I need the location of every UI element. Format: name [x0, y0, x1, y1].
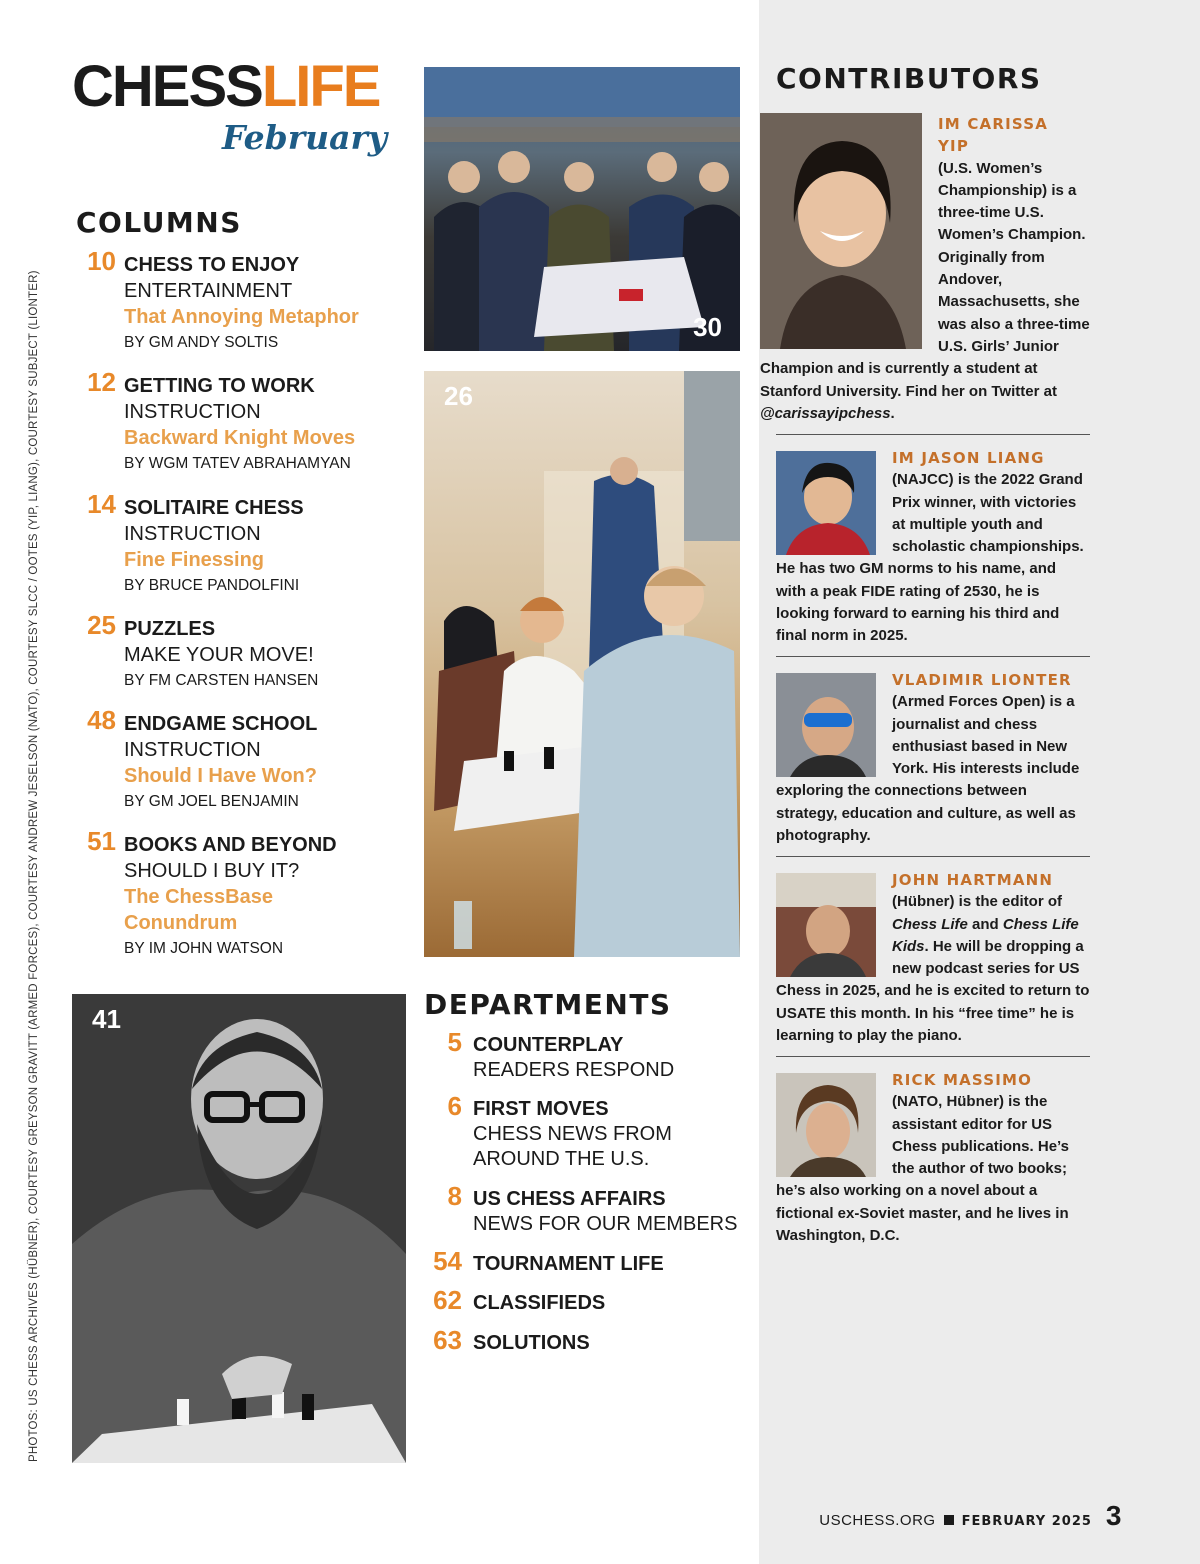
column-byline: BY IM JOHN WATSON — [124, 940, 284, 957]
page-number: 62 — [433, 1285, 462, 1315]
page-number: 30 — [693, 312, 722, 342]
divider — [776, 434, 1090, 435]
departments-heading: DEPARTMENTS — [424, 988, 672, 1021]
contributor-name: RICK MASSIMO — [892, 1071, 1033, 1089]
contributor-photo — [760, 113, 922, 349]
column-headline: Should I Have Won? — [124, 765, 317, 787]
photo-reception — [424, 67, 740, 351]
square-bullet-icon — [944, 1515, 954, 1525]
cadets-illustration — [424, 371, 740, 957]
contributor-photo — [776, 673, 876, 777]
issue-month: February — [222, 118, 388, 157]
column-title: SOLITAIRE CHESS — [124, 497, 304, 519]
department-subtitle: AROUND THE U.S. — [473, 1148, 650, 1170]
contributor-bio: . He will be dropping a new podcast series for US Chess in 2025, and he is excited to return to USATE this month. In his “free time” he is learning to play the piano. — [776, 937, 1090, 1045]
publication-title: Chess Life Kids — [892, 915, 1079, 955]
footer-site[interactable]: USCHESS.ORG — [819, 1512, 936, 1529]
column-headline: Backward Knight Moves — [124, 427, 356, 449]
page-number: 54 — [433, 1246, 462, 1276]
column-byline: BY GM JOEL BENJAMIN — [124, 793, 299, 810]
contributor-photo — [776, 451, 876, 555]
column-byline: BY WGM TATEV ABRAHAMYAN — [124, 455, 351, 472]
department-title: COUNTERPLAY — [473, 1034, 624, 1056]
column-title: ENDGAME SCHOOL — [124, 713, 318, 735]
contributor-bio: (Hübner) is the editor of — [892, 893, 1062, 911]
contributor-bio: (Armed Forces Open) is a journalist and chess enthusiast based in New York. His interests include exploring the connections between strategy, education and culture, as well as photography. — [776, 693, 1080, 845]
page-number: 3 — [1105, 1500, 1122, 1531]
column-headline: That Annoying Metaphor — [124, 306, 359, 328]
contributor-bio: (U.S. Women’s Championship) is a three-time U.S. Women’s Champion. Originally from Andover, Massachusetts, she was also a three-time U.S. Girls’ Junior Champion and is currently a student at Stanford University. Find her on Twitter at — [760, 159, 1090, 400]
department-title: SOLUTIONS — [473, 1332, 590, 1354]
page-number: 51 — [87, 826, 116, 856]
page-number: 26 — [444, 381, 473, 411]
twitter-handle[interactable]: @carissayipchess — [760, 404, 891, 422]
photo-cadets — [424, 371, 740, 957]
columns-heading: COLUMNS — [76, 206, 242, 239]
column-category: INSTRUCTION — [124, 523, 261, 545]
contributor-photo — [776, 873, 876, 977]
column-category: MAKE YOUR MOVE! — [124, 644, 314, 666]
column-byline: BY BRUCE PANDOLFINI — [124, 577, 300, 594]
divider — [776, 656, 1090, 657]
contributor-entry — [776, 1069, 1090, 1247]
contributor-entry — [776, 669, 1090, 847]
column-title: CHESS TO ENJOY — [124, 254, 300, 276]
column-headline: The ChessBase — [124, 886, 273, 908]
page-number: 10 — [87, 246, 116, 276]
contributor-bio: and — [967, 915, 1003, 933]
divider — [776, 856, 1090, 857]
contributor-entry — [776, 447, 1090, 648]
photo-chess-player — [72, 994, 406, 1463]
publication-title: Chess Life — [892, 915, 968, 933]
contributor-entry — [776, 869, 1090, 1047]
footer-date: FEBRUARY 2025 — [961, 1514, 1092, 1529]
column-category: INSTRUCTION — [124, 739, 261, 761]
page-number: 41 — [92, 1004, 121, 1034]
department-subtitle: READERS RESPOND — [473, 1059, 675, 1081]
divider — [776, 1056, 1090, 1057]
column-title: GETTING TO WORK — [124, 375, 315, 397]
column-byline: BY FM CARSTEN HANSEN — [124, 672, 319, 689]
department-subtitle: CHESS NEWS FROM — [473, 1123, 672, 1145]
contributor-photo — [776, 1073, 876, 1177]
contributor-name: IM JASON LIANG — [892, 449, 1045, 467]
photo-credits: PHOTOS: US CHESS ARCHIVES (HÜBNER), COURTESY GREYSON GRAVITT (ARMED FORCES), COURTESY ANDREW JESELSON (NATO), COURTESY SLCC / OOTES (YIP, LIANG), COURTESY SUBJECT (LIONTER) — [28, 270, 40, 1462]
page-number: 25 — [87, 610, 116, 640]
page-number: 14 — [87, 489, 116, 519]
player-illustration — [72, 994, 406, 1463]
department-subtitle: NEWS FOR OUR MEMBERS — [473, 1213, 738, 1235]
department-title: TOURNAMENT LIFE — [473, 1253, 664, 1275]
contributor-bio: (NAJCC) is the 2022 Grand Prix winner, with victories at multiple youth and scholastic championships. He has two GM norms to his name, and with a peak FIDE rating of 2530, he is looking forward to earning his third and final norm in 2025. — [776, 471, 1084, 645]
logo-life: LIFE — [261, 54, 380, 119]
contributors-heading: CONTRIBUTORS — [776, 62, 1042, 95]
contributor-name: JOHN HARTMANN — [892, 871, 1054, 889]
column-byline: BY GM ANDY SOLTIS — [124, 334, 279, 351]
contributor-bio: (NATO, Hübner) is the assistant editor for US Chess publications. He’s the author of two books; he’s also working on a novel about a fictional ex-Soviet master, and he lives in Washington, D.C. — [776, 1093, 1069, 1245]
chess-life-logo — [72, 54, 380, 119]
department-title: CLASSIFIEDS — [473, 1292, 606, 1314]
page-number: 8 — [447, 1181, 462, 1211]
logo-chess: CHESS — [72, 54, 262, 119]
reception-illustration — [424, 67, 740, 351]
contributor-entry — [760, 113, 1090, 425]
page-number: 6 — [447, 1091, 462, 1121]
page-number: 48 — [87, 705, 116, 735]
column-category: SHOULD I BUY IT? — [124, 860, 300, 882]
page-number: 12 — [87, 367, 116, 397]
column-category: INSTRUCTION — [124, 401, 261, 423]
contributor-name: VLADIMIR LIONTER — [892, 671, 1072, 689]
page-number: 63 — [433, 1325, 462, 1355]
contributor-name: IM CARISSA — [938, 115, 1049, 133]
page-number: 5 — [447, 1027, 462, 1057]
column-headline: Conundrum — [124, 912, 238, 934]
department-title: FIRST MOVES — [473, 1098, 609, 1120]
column-title: PUZZLES — [124, 618, 216, 640]
contributor-name: YIP — [938, 137, 970, 156]
column-category: ENTERTAINMENT — [124, 280, 293, 302]
bio-end: . — [890, 404, 895, 422]
column-headline: Fine Finessing — [124, 549, 265, 571]
department-title: US CHESS AFFAIRS — [473, 1188, 666, 1210]
page-footer — [819, 1500, 1122, 1532]
column-title: BOOKS AND BEYOND — [124, 834, 337, 856]
